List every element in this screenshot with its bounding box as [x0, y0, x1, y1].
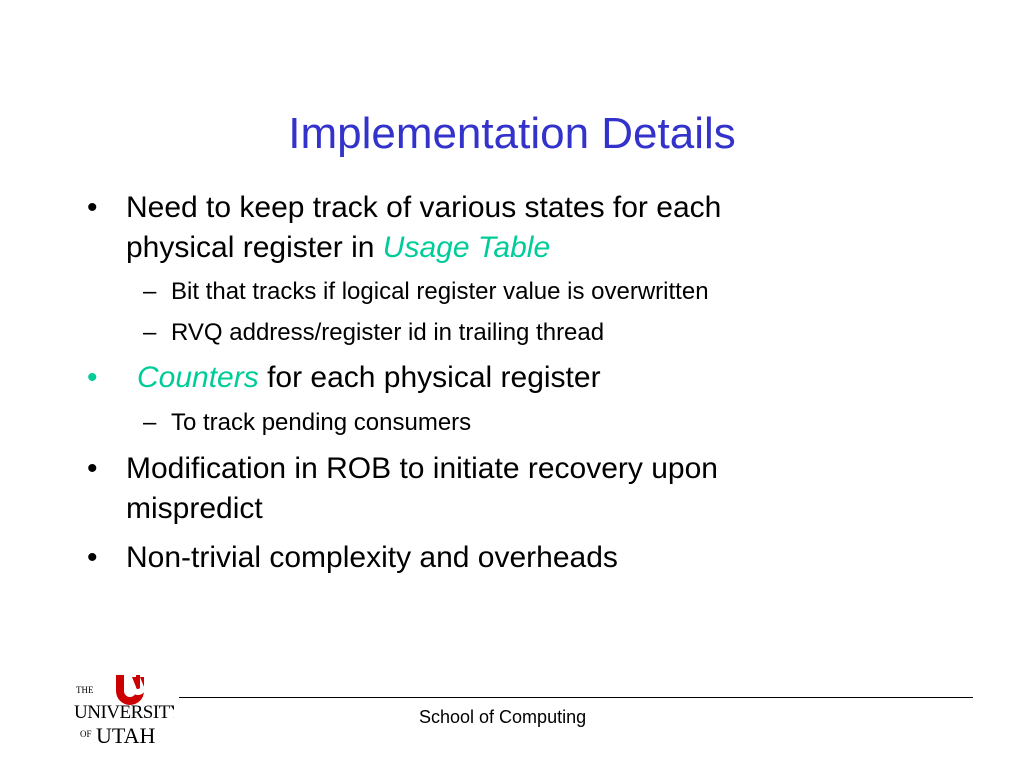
usage-table-term: Usage Table	[382, 231, 551, 264]
bullet-text	[126, 228, 550, 268]
svg-text:THE: THE	[76, 685, 94, 695]
sub-bullet-text: RVQ address/register id in trailing thread	[171, 319, 605, 346]
svg-text:OF: OF	[80, 729, 92, 739]
sub-bullet-text: To track pending consumers	[171, 409, 472, 436]
sub-bullet-marker: –	[143, 319, 157, 346]
bullet-marker: •	[87, 191, 98, 224]
svg-text:UNIVERSITY: UNIVERSITY	[74, 702, 174, 723]
svg-text:UTAH: UTAH	[96, 723, 156, 748]
sub-bullet-marker: –	[143, 409, 157, 436]
sub-bullet-marker: –	[143, 278, 157, 305]
bullet-text-prefix: physical register in	[126, 231, 383, 264]
bullet-text: mispredict	[126, 492, 263, 525]
bullet-text: Need to keep track of various states for each	[126, 191, 722, 224]
footer-school-name: School of Computing	[419, 707, 587, 727]
bullet-marker: •	[87, 541, 98, 574]
counters-term: Counters	[137, 361, 259, 394]
bullet-text: Modification in ROB to initiate recovery upon	[126, 452, 718, 485]
bullet-text: Non-trivial complexity and overheads	[126, 541, 618, 574]
university-of-utah-logo	[74, 673, 174, 753]
sub-bullet-text: Bit that tracks if logical register value is overwritten	[171, 278, 709, 305]
bullet-marker: •	[87, 452, 98, 485]
bullet-text-suffix: for each physical register	[258, 361, 601, 394]
bullet-marker: •	[87, 361, 98, 394]
bullet-text	[137, 358, 601, 398]
slide-title: Implementation Details	[288, 109, 736, 158]
footer-divider	[179, 697, 973, 698]
